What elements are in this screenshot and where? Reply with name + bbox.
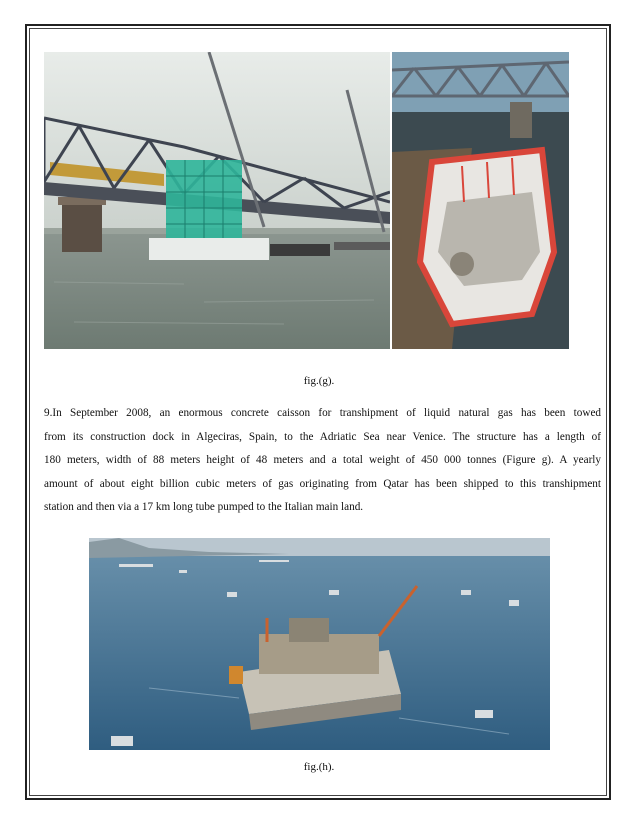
paragraph-line-5: station and then via a 17 km long tube pumped to the Italian main land.: [44, 501, 364, 513]
paragraph-line-4: amount of about eight billion cubic meters of gas originating from Qatar has been shipped to this transhipment: [44, 477, 601, 490]
paragraph-line-3: 180 meters, width of 88 meters height of 48 meters and a total weight of 450 000 tonnes (Figure g). A yearly: [44, 454, 601, 466]
figure-g-left-photo: [44, 52, 390, 349]
bridge-caisson-illustration: [44, 52, 390, 349]
figure-h-caption: fig.(h).: [303, 761, 335, 773]
figure-g-right-photo: [392, 52, 569, 349]
towed-caisson-illustration: [89, 538, 550, 750]
figure-g-caption: fig.(g).: [303, 375, 335, 387]
open-caisson-illustration: [392, 52, 569, 349]
figure-h-photo: [89, 538, 550, 750]
paragraph-line-1: 9.In September 2008, an enormous concrete caisson for transhipment of liquid natural gas has been towed: [44, 407, 601, 419]
paragraph-9: [44, 402, 601, 520]
paragraph-line-2: from its construction dock in Algeciras, Spain, to the Adriatic Sea near Venice. The structure has a length of: [44, 430, 601, 443]
